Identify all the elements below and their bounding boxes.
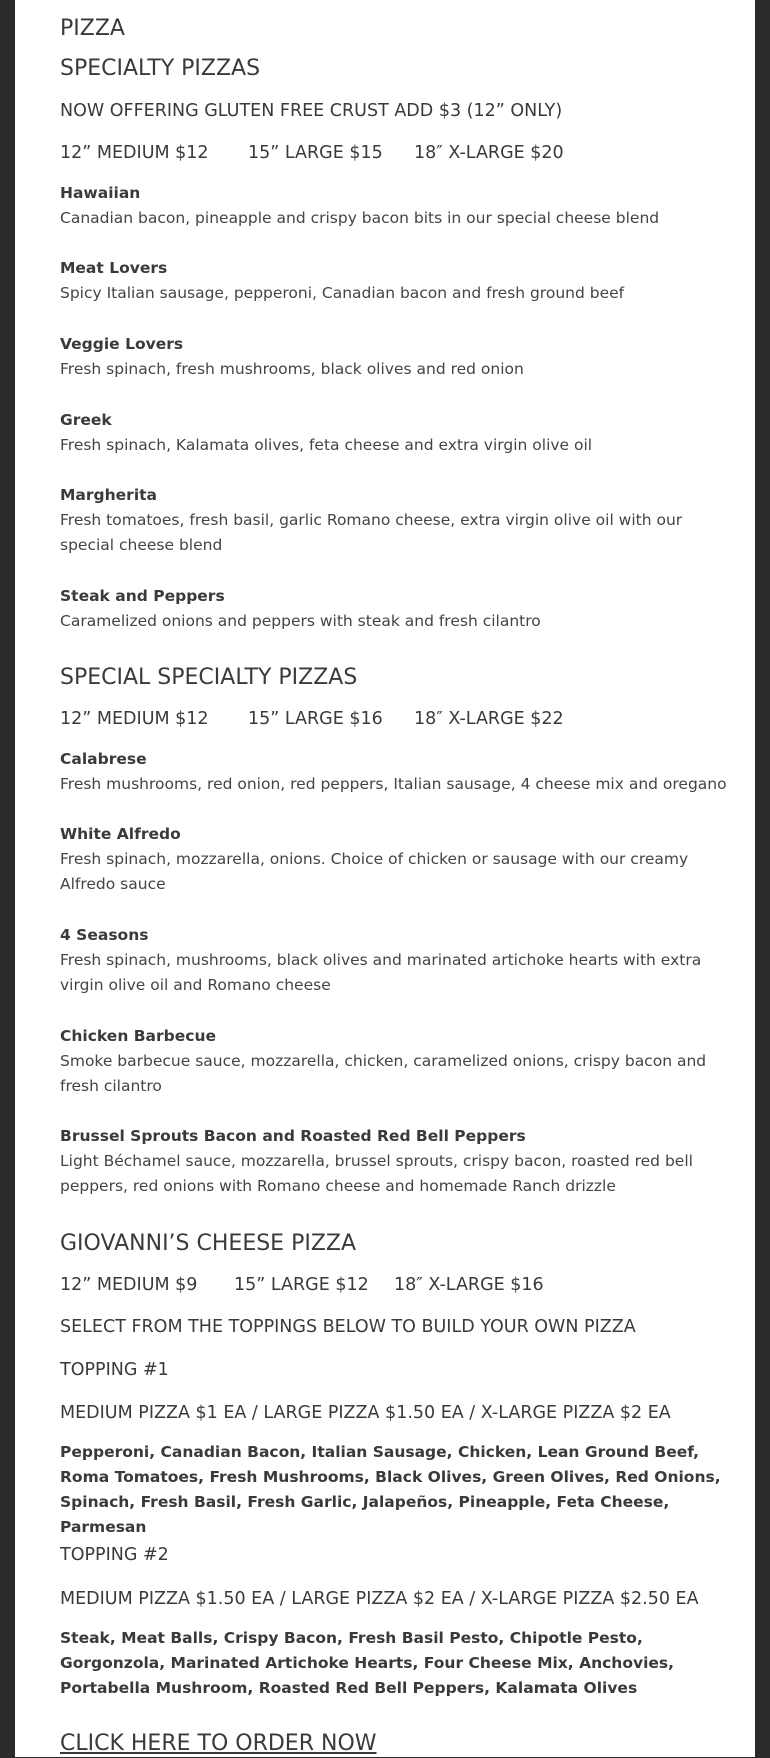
topping2-label: TOPPING #2 — [60, 1545, 169, 1565]
build-your-own-text: SELECT FROM THE TOPPINGS BELOW TO BUILD YOUR OWN PIZZA — [60, 1317, 636, 1337]
specialty-item-greek — [60, 408, 740, 458]
item-name: Steak and Peppers — [60, 587, 225, 605]
special-item-calabrese — [60, 747, 740, 797]
item-desc: Canadian bacon, pineapple and crispy bacon bits in our special cheese blend — [60, 209, 660, 227]
item-name: Hawaiian — [60, 184, 141, 202]
menu-panel — [15, 0, 755, 1757]
specialty-item-veggie-lovers — [60, 332, 740, 382]
specialty-price-large: 15” LARGE $15 — [248, 143, 383, 163]
special-item-4-seasons — [60, 923, 740, 998]
cheese-title: GIOVANNI’S CHEESE PIZZA — [60, 1231, 357, 1256]
item-desc: Fresh spinach, Kalamata olives, feta cheese and extra virgin olive oil — [60, 436, 593, 454]
special-price-medium: 12” MEDIUM $12 — [60, 709, 209, 729]
item-name: Chicken Barbecue — [60, 1027, 217, 1045]
item-desc: Light Béchamel sauce, mozzarella, brussel sprouts, crispy bacon, roasted red bell peppers, red onions with Romano cheese and homemade Ranch drizzle — [60, 1152, 693, 1195]
special-item-brussel-sprouts — [60, 1124, 740, 1199]
topping1-price: MEDIUM PIZZA $1 EA / LARGE PIZZA $1.50 EA / X-LARGE PIZZA $2 EA — [60, 1403, 671, 1423]
item-desc: Smoke barbecue sauce, mozzarella, chicken, caramelized onions, crispy bacon and fresh cilantro — [60, 1052, 707, 1095]
specialty-item-steak-peppers — [60, 584, 740, 634]
topping2-list: Steak, Meat Balls, Crispy Bacon, Fresh Basil Pesto, Chipotle Pesto, Gorgonzola, Marinated Artichoke Hearts, Four Cheese Mix, Anchovies, Portabella Mushroom, Roasted Red Bell Peppers, Kalamata Olives — [60, 1629, 675, 1697]
item-name: 4 Seasons — [60, 926, 149, 944]
special-price-large: 15” LARGE $16 — [248, 709, 383, 729]
specialty-title: SPECIALTY PIZZAS — [60, 56, 261, 81]
specialty-price-xlarge: 18″ X-LARGE $20 — [414, 143, 564, 163]
order-now-link[interactable]: CLICK HERE TO ORDER NOW — [60, 1731, 377, 1756]
item-name: Margherita — [60, 486, 157, 504]
item-desc: Fresh spinach, fresh mushrooms, black olives and red onion — [60, 360, 524, 378]
topping1-label: TOPPING #1 — [60, 1360, 169, 1380]
special-price-xlarge: 18″ X-LARGE $22 — [414, 709, 564, 729]
cheese-price-large: 15” LARGE $12 — [234, 1275, 369, 1295]
special-item-chicken-barbecue — [60, 1024, 740, 1099]
item-name: Greek — [60, 411, 112, 429]
item-desc: Spicy Italian sausage, pepperoni, Canadian bacon and fresh ground beef — [60, 284, 625, 302]
item-desc: Caramelized onions and peppers with steak and fresh cilantro — [60, 612, 541, 630]
specialty-item-margherita — [60, 483, 740, 558]
item-desc: Fresh mushrooms, red onion, red peppers, Italian sausage, 4 cheese mix and oregano — [60, 775, 727, 793]
item-name: Calabrese — [60, 750, 147, 768]
item-desc: Fresh spinach, mozzarella, onions. Choice of chicken or sausage with our creamy Alfredo sauce — [60, 850, 689, 893]
special-specialty-title: SPECIAL SPECIALTY PIZZAS — [60, 665, 358, 690]
specialty-price-medium: 12” MEDIUM $12 — [60, 143, 209, 163]
item-desc: Fresh spinach, mushrooms, black olives and marinated artichoke hearts with extra virgin olive oil and Romano cheese — [60, 951, 702, 994]
specialty-item-meat-lovers — [60, 256, 740, 306]
item-desc: Fresh tomatoes, fresh basil, garlic Romano cheese, extra virgin olive oil with our special cheese blend — [60, 511, 683, 554]
gluten-free-notice: NOW OFFERING GLUTEN FREE CRUST ADD $3 (12” ONLY) — [60, 101, 563, 121]
item-name: Meat Lovers — [60, 259, 168, 277]
topping2-price: MEDIUM PIZZA $1.50 EA / LARGE PIZZA $2 EA / X-LARGE PIZZA $2.50 EA — [60, 1589, 699, 1609]
specialty-item-hawaiian — [60, 181, 740, 231]
cheese-price-xlarge: 18″ X-LARGE $16 — [394, 1275, 544, 1295]
topping1-list: Pepperoni, Canadian Bacon, Italian Sausage, Chicken, Lean Ground Beef, Roma Tomatoes, Fresh Mushrooms, Black Olives, Green Olives, Red Onions, Spinach, Fresh Basil, Fresh Garlic, Jalapeños, Pineapple, Feta Cheese, Parmesan — [60, 1443, 721, 1536]
menu-title: PIZZA — [60, 16, 125, 41]
special-item-white-alfredo — [60, 822, 740, 897]
item-name: Brussel Sprouts Bacon and Roasted Red Bell Peppers — [60, 1127, 526, 1145]
item-name: White Alfredo — [60, 825, 181, 843]
item-name: Veggie Lovers — [60, 335, 184, 353]
cheese-price-medium: 12” MEDIUM $9 — [60, 1275, 198, 1295]
